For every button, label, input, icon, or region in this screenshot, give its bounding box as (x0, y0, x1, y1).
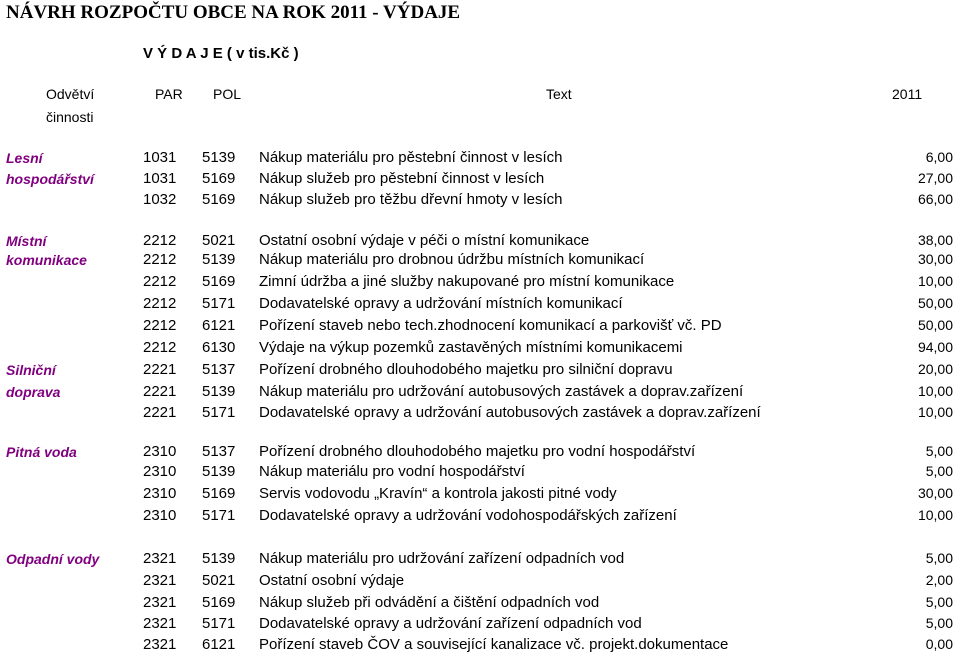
table-row (0, 361, 959, 381)
amount-cell: 94,00 (917, 339, 953, 355)
header-year: 2011 (892, 86, 923, 102)
par-cell: 2321 (143, 594, 177, 611)
table-row (0, 507, 959, 527)
amount-cell: 5,00 (925, 463, 953, 479)
text-cell: Dodavatelské opravy a udržování místních komunikací (259, 295, 623, 312)
header-par: PAR (155, 86, 183, 102)
pol-cell: 5139 (202, 383, 236, 400)
par-cell: 2310 (143, 443, 177, 460)
amount-cell: 27,00 (917, 170, 953, 186)
amount-cell: 5,00 (925, 594, 953, 610)
header-cinnosti: činnosti (46, 109, 94, 125)
text-cell: Nákup služeb pro pěstební činnost v lesích (259, 170, 545, 187)
text-cell: Pořízení drobného dlouhodobého majetku pro silniční dopravu (259, 361, 673, 378)
header-odvetvi: Odvětví (46, 86, 95, 102)
par-cell: 1031 (143, 170, 177, 187)
par-cell: 2321 (143, 550, 177, 567)
page-title: NÁVRH ROZPOČTU OBCE NA ROK 2011 - VÝDAJE (6, 2, 461, 23)
par-cell: 2212 (143, 295, 177, 312)
pol-cell: 5169 (202, 191, 236, 208)
par-cell: 2321 (143, 572, 177, 589)
header-text: Text (546, 86, 572, 102)
table-row (0, 594, 959, 614)
table-row (0, 550, 959, 570)
section-label-hospodarstvi: hospodářství (6, 171, 94, 187)
pol-cell: 5021 (202, 232, 236, 249)
par-cell: 2212 (143, 232, 177, 249)
section-label-silnicni: Silniční (6, 362, 56, 378)
text-cell: Dodavatelské opravy a udržování zařízení odpadních vod (259, 615, 642, 632)
text-cell: Nákup materiálu pro udržování zařízení odpadních vod (259, 550, 625, 567)
table-row (0, 170, 959, 190)
pol-cell: 5169 (202, 170, 236, 187)
pol-cell: 6121 (202, 636, 236, 653)
text-cell: Nákup služeb pro těžbu dřevní hmoty v lesích (259, 191, 563, 208)
text-cell: Dodavatelské opravy a udržování vodohospodářských zařízení (259, 507, 677, 524)
amount-cell: 30,00 (917, 251, 953, 267)
table-row (0, 191, 959, 211)
table-row (0, 149, 959, 169)
pol-cell: 5171 (202, 507, 236, 524)
table-row (0, 383, 959, 403)
table-row (0, 636, 959, 656)
amount-cell: 5,00 (925, 615, 953, 631)
section-label-doprava: doprava (6, 384, 61, 400)
amount-cell: 0,00 (925, 636, 953, 652)
amount-cell: 6,00 (925, 149, 953, 165)
pol-cell: 5021 (202, 572, 236, 589)
par-cell: 2221 (143, 404, 177, 421)
par-cell: 2212 (143, 317, 177, 334)
pol-cell: 6121 (202, 317, 236, 334)
table-row (0, 572, 959, 592)
par-cell: 1032 (143, 191, 177, 208)
amount-cell: 66,00 (917, 191, 953, 207)
par-cell: 2221 (143, 383, 177, 400)
amount-cell: 10,00 (917, 383, 953, 399)
table-row (0, 485, 959, 505)
text-cell: Zimní údržba a jiné služby nakupované pro místní komunikace (259, 273, 675, 290)
pol-cell: 5171 (202, 615, 236, 632)
pol-cell: 5171 (202, 404, 236, 421)
table-row (0, 404, 959, 424)
section-label-lesni: Lesní (6, 150, 43, 166)
header-pol: POL (213, 86, 242, 102)
text-cell: Nákup materiálu pro drobnou údržbu místních komunikací (259, 251, 645, 268)
section-label-pitna-voda: Pitná voda (6, 444, 77, 460)
text-cell: Pořízení drobného dlouhodobého majetku pro vodní hospodářství (259, 443, 696, 460)
par-cell: 2310 (143, 463, 177, 480)
pol-cell: 5169 (202, 485, 236, 502)
section-label-komunikace: komunikace (6, 252, 87, 268)
amount-cell: 5,00 (925, 443, 953, 459)
text-cell: Dodavatelské opravy a udržování autobusových zastávek a doprav.zařízení (259, 404, 761, 421)
amount-cell: 10,00 (917, 273, 953, 289)
text-cell: Pořízení staveb ČOV a související kanalizace vč. projekt.dokumentace (259, 636, 729, 653)
amount-cell: 5,00 (925, 550, 953, 566)
pol-cell: 6130 (202, 339, 236, 356)
par-cell: 2212 (143, 251, 177, 268)
text-cell: Nákup materiálu pro vodní hospodářství (259, 463, 525, 480)
text-cell: Nákup materiálu pro pěstební činnost v lesích (259, 149, 563, 166)
par-cell: 2321 (143, 636, 177, 653)
text-cell: Nákup služeb při odvádění a čištění odpadních vod (259, 594, 600, 611)
pol-cell: 5171 (202, 295, 236, 312)
section-label-mistni: Místní (6, 233, 47, 249)
amount-cell: 50,00 (917, 317, 953, 333)
par-cell: 1031 (143, 149, 177, 166)
section-label-odpadni-vody: Odpadní vody (6, 551, 100, 567)
text-cell: Výdaje na výkup pozemků zastavěných místními komunikacemi (259, 339, 683, 356)
table-row (0, 615, 959, 635)
table-row (0, 463, 959, 483)
par-cell: 2310 (143, 485, 177, 502)
par-cell: 2221 (143, 361, 177, 378)
text-cell: Pořízení staveb nebo tech.zhodnocení komunikací a parkovišť vč. PD (259, 317, 722, 334)
par-cell: 2212 (143, 339, 177, 356)
amount-cell: 38,00 (917, 232, 953, 248)
table-row (0, 251, 959, 271)
amount-cell: 2,00 (925, 572, 953, 588)
amount-cell: 10,00 (917, 404, 953, 420)
text-cell: Ostatní osobní výdaje (259, 572, 405, 589)
par-cell: 2212 (143, 273, 177, 290)
pol-cell: 5139 (202, 251, 236, 268)
pol-cell: 5137 (202, 361, 236, 378)
table-row (0, 443, 959, 463)
pol-cell: 5169 (202, 273, 236, 290)
table-row (0, 317, 959, 337)
table-row (0, 273, 959, 293)
amount-cell: 10,00 (917, 507, 953, 523)
table-row (0, 295, 959, 315)
pol-cell: 5139 (202, 149, 236, 166)
table-row (0, 232, 959, 252)
pol-cell: 5169 (202, 594, 236, 611)
amount-cell: 30,00 (917, 485, 953, 501)
amount-cell: 20,00 (917, 361, 953, 377)
pol-cell: 5137 (202, 443, 236, 460)
text-cell: Nákup materiálu pro udržování autobusových zastávek a doprav.zařízení (259, 383, 744, 400)
pol-cell: 5139 (202, 550, 236, 567)
page-subtitle: V Ý D A J E ( v tis.Kč ) (143, 45, 299, 62)
amount-cell: 50,00 (917, 295, 953, 311)
par-cell: 2310 (143, 507, 177, 524)
pol-cell: 5139 (202, 463, 236, 480)
text-cell: Servis vodovodu „Kravín“ a kontrola jakosti pitné vody (259, 485, 617, 502)
text-cell: Ostatní osobní výdaje v péči o místní komunikace (259, 232, 590, 249)
table-row (0, 339, 959, 359)
par-cell: 2321 (143, 615, 177, 632)
